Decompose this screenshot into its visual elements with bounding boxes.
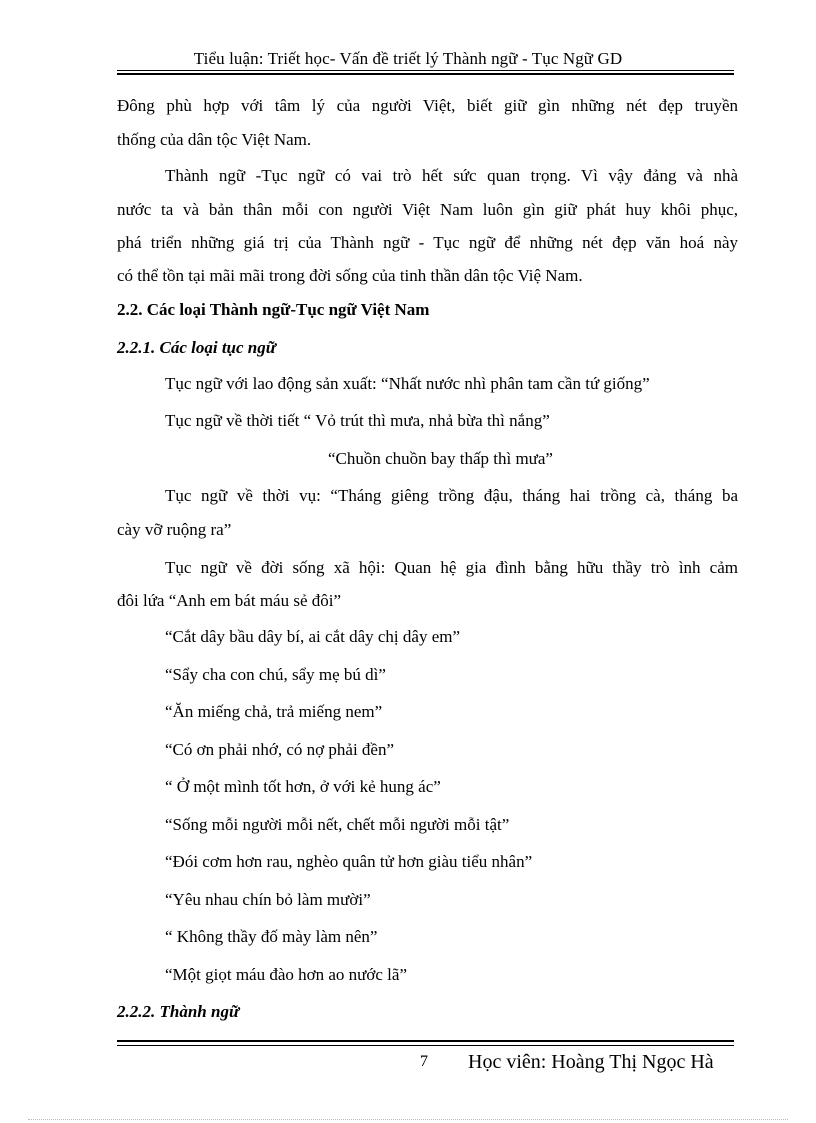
paragraph-line: nước ta và bản thân mỗi con người Việt Nam luôn gìn giữ phát huy khôi phục, [117, 200, 738, 219]
paragraph-line: phá triển những giá trị của Thành ngữ - Tục ngữ để những nét đẹp văn hoá này [117, 233, 738, 252]
proverb-line: cày vỡ ruộng ra” [117, 520, 232, 539]
proverb-line: đôi lứa “Anh em bát máu sẻ đôi” [117, 591, 342, 610]
proverb-quote: “Một giọt máu đào hơn ao nước lã” [165, 965, 407, 984]
proverb-line: Tục ngữ về thời vụ: “Tháng giêng trồng đậu, tháng hai trồng cà, tháng ba [165, 486, 738, 505]
paragraph-line: thống của dân tộc Việt Nam. [117, 130, 312, 149]
proverb-quote: “Ăn miếng chả, trả miếng nem” [165, 702, 383, 721]
footer-rule-thick [117, 1040, 734, 1042]
paragraph-line: có thể tồn tại mãi mãi trong đời sống của tinh thần dân tộc Việ Nam. [117, 266, 583, 285]
footer-rule-thin [117, 1045, 734, 1046]
proverb-quote: “Cắt dây bầu dây bí, ai cắt dây chị dây em” [165, 627, 461, 646]
proverb-line: Tục ngữ với lao động sản xuất: “Nhất nước nhì phân tam cần tứ giống” [165, 374, 650, 393]
paragraph-line: Đông phù hợp với tâm lý của người Việt, biết giữ gìn những nét đẹp truyền [117, 96, 738, 115]
paragraph-line: Thành ngữ -Tục ngữ có vai trò hết sức quan trọng. Vì vậy đảng và nhà [165, 166, 738, 185]
proverb-quote: “ Ở một mình tốt hơn, ở với kẻ hung ác” [165, 777, 441, 796]
proverb-quote: “Có ơn phải nhớ, có nợ phải đền” [165, 740, 395, 759]
page-number: 7 [420, 1053, 428, 1070]
proverb-quote: “Sống mỗi người mỗi nết, chết mỗi người mỗi tật” [165, 815, 510, 834]
proverb-quote: “Yêu nhau chín bỏ làm mười” [165, 890, 371, 909]
proverb-line: Tục ngữ về đời sống xã hội: Quan hệ gia đình bằng hữu thầy trò ình cảm [165, 558, 738, 577]
proverb-line: Tục ngữ về thời tiết “ Vỏ trút thì mưa, nhả bừa thì nắng” [165, 411, 550, 430]
header-title: Tiểu luận: Triết học- Vấn đề triết lý Thành ngữ - Tục Ngữ GD [193, 49, 623, 68]
proverb-line: “Chuồn chuồn bay thấp thì mưa” [328, 449, 553, 468]
section-heading: 2.2. Các loại Thành ngữ-Tục ngữ Việt Nam [117, 300, 430, 319]
subsection-heading: 2.2.2. Thành ngữ [117, 1002, 240, 1021]
footer-author: Học viên: Hoàng Thị Ngọc Hà [468, 1051, 714, 1073]
proverb-quote: “ Không thầy đố mày làm nên” [165, 927, 378, 946]
header-rule-thick [117, 73, 734, 75]
subsection-heading: 2.2.1. Các loại tục ngữ [117, 338, 276, 357]
proverb-quote: “Sẩy cha con chú, sẩy mẹ bú dì” [165, 665, 386, 684]
proverb-quote: “Đói cơm hơn rau, nghèo quân tử hơn giàu tiểu nhân” [165, 852, 533, 871]
page-edge-dotted-line [28, 1119, 788, 1120]
header-rule-thin [117, 70, 734, 71]
